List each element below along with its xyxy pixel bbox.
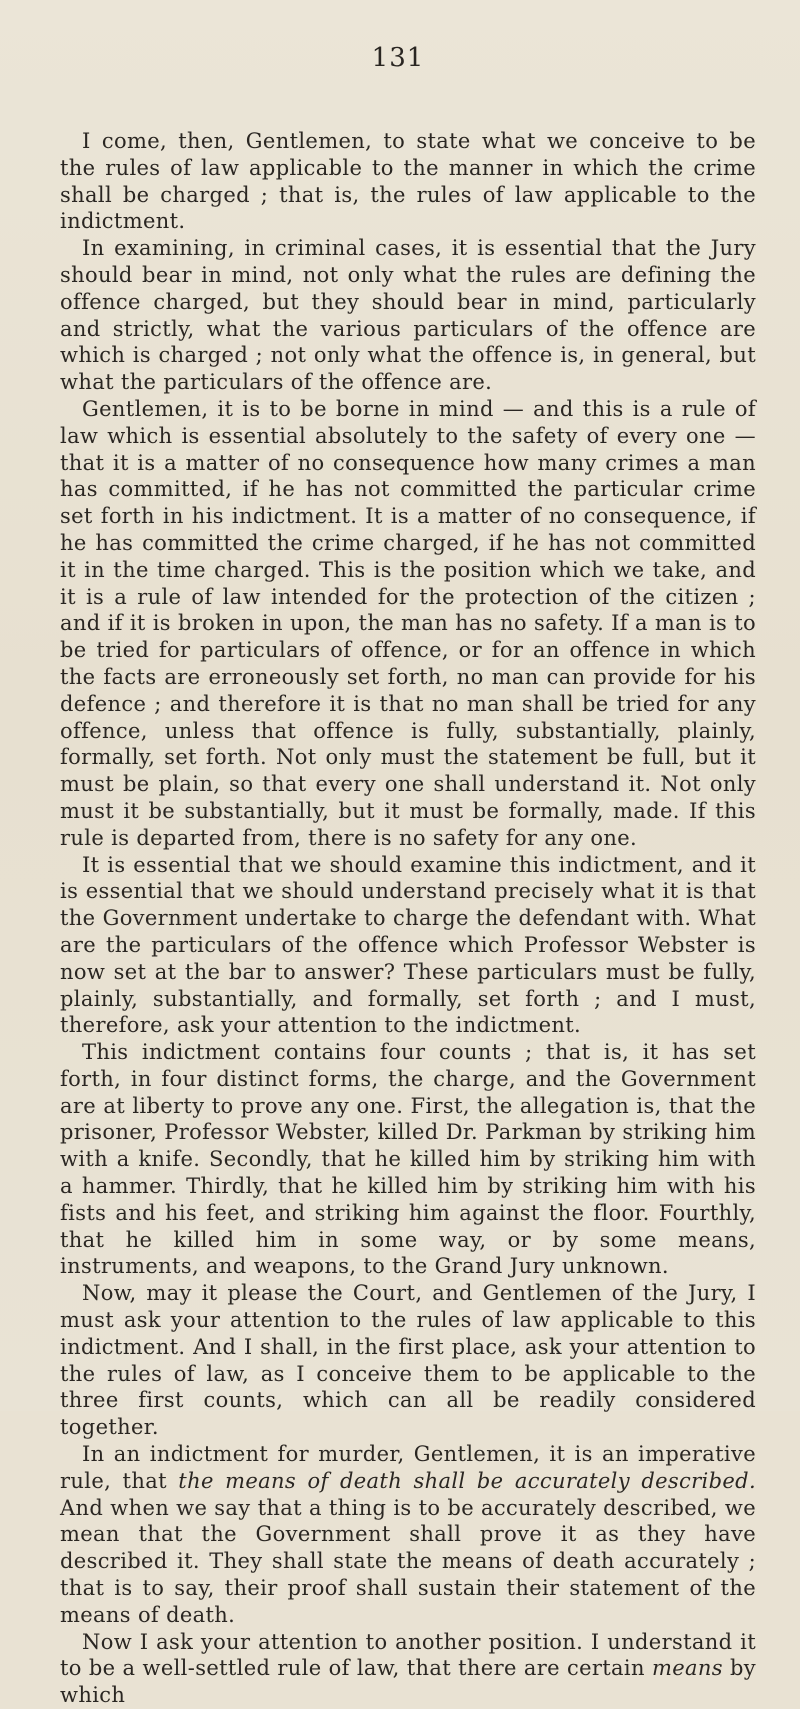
paragraph-text: Now I ask your attention to another position. I understand it to be a well-settled rule of law, that there are certain: [60, 1629, 756, 1681]
paragraph-text: by which: [60, 1656, 756, 1708]
paragraph: It is essential that we should examine this indictment, and it is essential that we should understand precisely what it is that the Government undertake to charge the defendant with. What are the particulars of the offence which Professor Webster is now set at the bar to answer? These particulars must be fully, plainly, substantially, and formally, set forth ; and I must, therefore, ask your attention to the indictment.: [60, 852, 756, 1038]
paragraph: Now, may it please the Court, and Gentlemen of the Jury, I must ask your attention to the rules of law applicable to this indictment. And I shall, in the first place, ask your attention to the rules of law, as I conceive them to be applicable to the three first counts, which can all be readily considered together.: [60, 1281, 756, 1440]
body-text: [60, 128, 756, 1709]
paragraph: Gentlemen, it is to be borne in mind — and this is a rule of law which is essential absolutely to the safety of every one — that it is a matter of no consequence how many crimes a man has committed, if he has not committed the particular crime set forth in his indictment. It is a matter of no consequence, if he has committed the crime charged, if he has not committed it in the time charged. This is the position which we take, and it is a rule of law intended for the protection of the citizen ; and if it is broken in upon, the man has no safety. If a man is to be tried for particulars of offence, or for an offence in which the facts are erroneously set forth, no man can provide for his defence ; and therefore it is that no man shall be tried for any offence, unless that offence is fully, substantially, plainly, formally, set forth. Not only must the statement be full, but it must be plain, so that every one shall understand it. Not only must it be substantially, but it must be formally, made. If this rule is departed from, there is no safety for any one.: [60, 396, 756, 850]
paragraph: [60, 1441, 756, 1629]
page-number: 131: [371, 43, 425, 73]
paragraph-text: In an indictment for murder, Gentlemen, it is an imperative rule, that: [60, 1442, 756, 1493]
paragraph: This indictment contains four counts ; that is, it has set forth, in four distinct forms, the charge, and the Government are at liberty to prove any one. First, the allegation is, that the prisoner, Professor Webster, killed Dr. Parkman by striking him with a knife. Secondly, that he killed him by striking him with a hammer. Thirdly, that he killed him by striking him with his fists and his feet, and striking him against the floor. Fourthly, that he killed him in some way, or by some means, instruments, and weapons, to the Grand Jury unknown.: [60, 1040, 756, 1279]
paragraph: In examining, in criminal cases, it is essential that the Jury should bear in mind, not only what the rules are defining the offence charged, but they should bear in mind, particularly and strictly, what the various particulars of the offence are which is charged ; not only what the offence is, in general, but what the particulars of the offence are.: [60, 236, 756, 395]
italic-emphasis: means: [651, 1656, 723, 1681]
paragraph: I come, then, Gentlemen, to state what we conceive to be the rules of law applicable to the manner in which the crime shall be charged ; that is, the rules of law applicable to the indictment.: [60, 129, 756, 234]
paragraph: [60, 1629, 756, 1709]
italic-emphasis: the means of death shall be accurately described.: [178, 1468, 756, 1493]
paragraph-text: And when we say that a thing is to be accurately described, we mean that the Government shall prove it as they have described it. They shall state the means of death accurately ; that is to say, their proof shall sustain their statement of the means of death.: [60, 1495, 756, 1627]
